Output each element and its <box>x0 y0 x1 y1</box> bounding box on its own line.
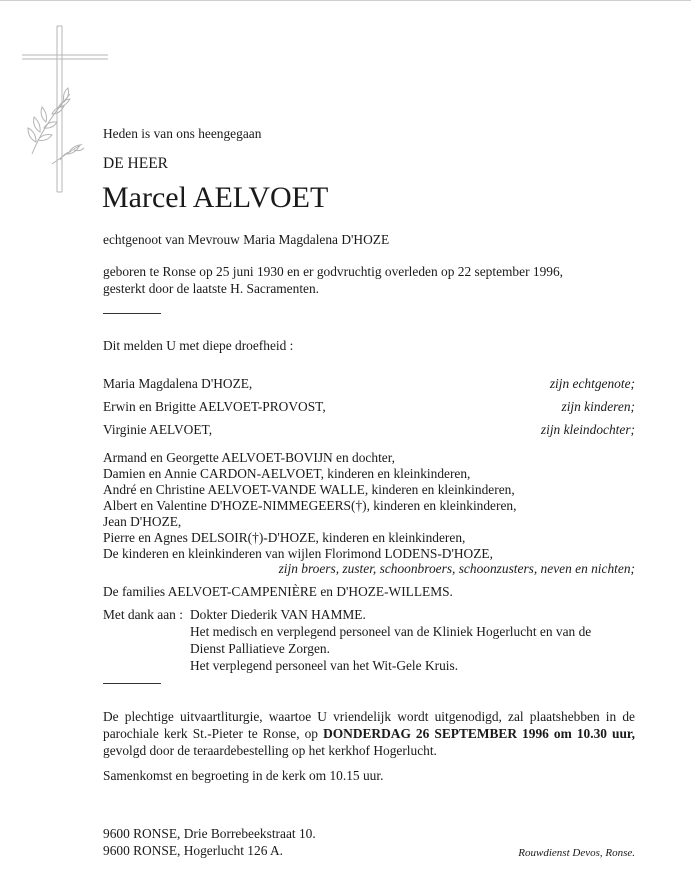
funeral-text-end: gevolgd door de teraardebestelling op het kerkhof Hogerlucht. <box>103 743 437 758</box>
divider <box>103 683 161 684</box>
extended-family-line: Pierre en Agnes DELSOIR(†)-D'HOZE, kinderen en kleinkinderen, <box>103 530 466 545</box>
extended-relation: zijn broers, zuster, schoonbroers, schoonzusters, neven en nichten; <box>278 561 635 576</box>
cross-palm-icon <box>22 24 110 194</box>
birth-death-line-1: geboren te Ronse op 25 juni 1930 en er godvruchtig overleden op 22 september 1996, <box>103 264 564 279</box>
family-name: Maria Magdalena D'HOZE, <box>103 376 253 391</box>
family-name: Virginie AELVOET, <box>103 422 213 437</box>
funeral-date: DONDERDAG 26 SEPTEMBER 1996 om 10.30 uur, <box>323 726 635 741</box>
family-name: Erwin en Brigitte AELVOET-PROVOST, <box>103 399 326 414</box>
thanks-line: Het verplegend personeel van het Wit-Gele Kruis. <box>190 658 459 673</box>
announce-text: Dit melden U met diepe droefheid : <box>103 338 294 353</box>
thanks-line: Dienst Palliatieve Zorgen. <box>190 641 330 656</box>
extended-family-line: Albert en Valentine D'HOZE-NIMMEGEERS(†), kinderen en kleinkinderen, <box>103 498 517 513</box>
divider <box>103 313 161 314</box>
extended-family-line: Jean D'HOZE, <box>103 514 182 529</box>
spouse-line: echtgenoot van Mevrouw Maria Magdalena D'HOZE <box>103 232 390 247</box>
extended-family-line: André en Christine AELVOET-VANDE WALLE, kinderen en kleinkinderen, <box>103 482 515 497</box>
thanks-label: Met dank aan : <box>103 607 183 622</box>
deceased-name: Marcel AELVOET <box>102 181 329 214</box>
thanks-line: Dokter Diederik VAN HAMME. <box>190 607 366 622</box>
birth-death-line-2: gesterkt door de laatste H. Sacramenten. <box>103 281 320 296</box>
family-relation: zijn echtgenote; <box>549 376 635 391</box>
address-line: 9600 RONSE, Drie Borrebeekstraat 10. <box>103 826 316 841</box>
family-relation: zijn kleindochter; <box>540 422 635 437</box>
extended-family-line: Damien en Annie CARDON-AELVOET, kinderen en kleinkinderen, <box>103 466 471 481</box>
funeral-paragraph <box>103 708 635 759</box>
funeral-text: De plechtige uitvaartliturgie, waartoe U vriendelijk wordt uitgenodigd, zal plaatshebben in de parochiale kerk St.-Pieter te Ronse, op <box>103 709 635 741</box>
gathering-text: Samenkomst en begroeting in de kerk om 10.15 uur. <box>103 768 384 783</box>
honorific: DE HEER <box>103 155 169 172</box>
address-line: 9600 RONSE, Hogerlucht 126 A. <box>103 843 284 858</box>
extended-family-line: Armand en Georgette AELVOET-BOVIJN en dochter, <box>103 450 396 465</box>
opening-text: Heden is van ons heengegaan <box>103 126 262 141</box>
thanks-line: Het medisch en verplegend personeel van de Kliniek Hogerlucht en van de <box>190 624 592 639</box>
top-edge-line <box>0 0 691 1</box>
family-relation: zijn kinderen; <box>561 399 635 414</box>
families-line: De families AELVOET-CAMPENIÈRE en D'HOZE-WILLEMS. <box>103 584 453 599</box>
printer-credit: Rouwdienst Devos, Ronse. <box>518 847 635 859</box>
extended-family-line: De kinderen en kleinkinderen van wijlen Florimond LODENS-D'HOZE, <box>103 546 493 561</box>
